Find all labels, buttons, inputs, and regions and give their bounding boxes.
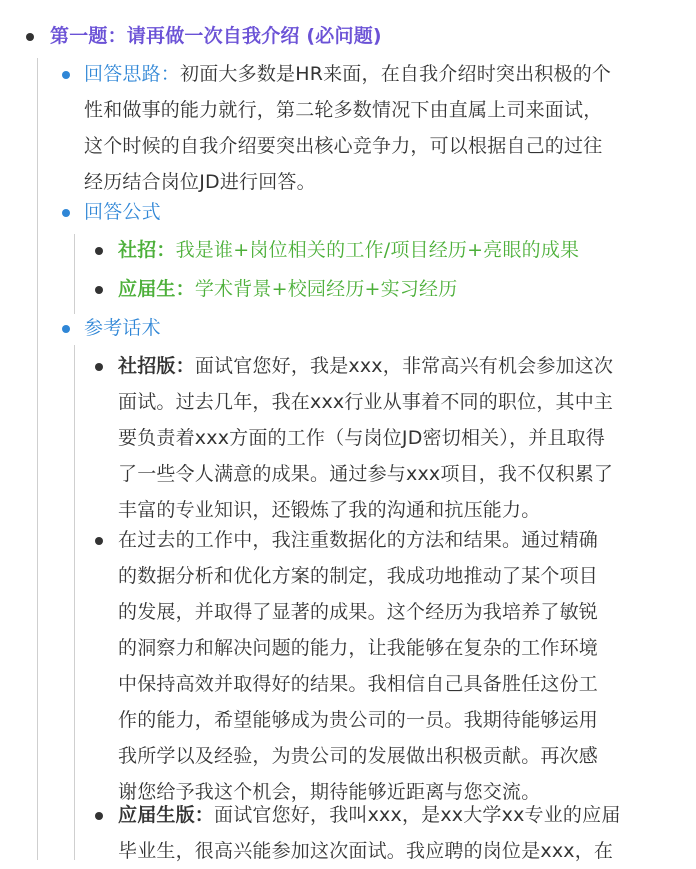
bullet-dot: [95, 363, 103, 371]
script-social-line: 面试。过去几年，我在xxx行业从事着不同的职位，其中主: [118, 391, 614, 413]
indent-guide-formula: [74, 234, 75, 314]
approach-paragraph: [84, 56, 684, 200]
script-work-line: 中保持高效并取得好的结果。我相信自己具备胜任这份工: [118, 673, 599, 695]
script-social-line: 了一些令人满意的成果。通过参与xxx项目，我不仅积累了: [118, 463, 614, 485]
script-social-line: 丰富的专业知识，还锻炼了我的沟通和抗压能力。: [118, 499, 541, 521]
question-title-text: 第一题：请再做一次自我介绍 (必问题): [50, 25, 382, 47]
indent-guide-level1: [37, 58, 38, 860]
script-work-line: 我所学以及经验，为贵公司的发展做出积极贡献。再次感: [118, 745, 599, 767]
script-heading: 参考话术: [84, 317, 161, 339]
script-work-line: 的数据分析和优化方案的制定，我成功地推动了某个项目: [118, 565, 599, 587]
script-work-paragraph: [118, 522, 688, 810]
script-work-line: 在过去的工作中，我注重数据化的方法和结果。通过精确: [118, 529, 599, 551]
approach-label: 回答思路：: [84, 63, 181, 85]
bullet-dot: [62, 209, 70, 217]
bullet-dot: [62, 325, 70, 333]
script-grad-line: 面试官您好，我叫xxx，是xx大学xx专业的应届: [214, 804, 621, 826]
script-work-line: 的洞察力和解决问题的能力，让我能够在复杂的工作环境: [118, 637, 599, 659]
bullet-dot: [95, 286, 103, 294]
approach-line: 性和做事的能力就行，第二轮多数情况下由直属上司来面试，: [84, 99, 603, 121]
script-grad-paragraph: [118, 797, 688, 869]
bullet-dot: [62, 71, 70, 79]
script-work-line: 谢您给予我这个机会，期待能够近距离与您交流。: [118, 781, 541, 803]
approach-line: 经历结合岗位JD进行回答。: [84, 171, 316, 193]
formula-grad-text: 学术背景+校园经历+实习经历: [194, 278, 458, 300]
bullet-dot: [26, 33, 34, 41]
formula-heading: 回答公式: [84, 201, 161, 223]
formula-social-label: 社招：: [118, 239, 176, 261]
formula-item-grad: [118, 271, 688, 307]
script-social-paragraph: [118, 348, 688, 528]
formula-item-social: [118, 232, 688, 268]
script-social-line: 要负责着xxx方面的工作（与岗位JD密切相关），并且取得: [118, 427, 606, 449]
script-social-line: 面试官您好，我是xxx，非常高兴有机会参加这次: [194, 355, 614, 377]
formula-grad-label: 应届生：: [118, 278, 195, 300]
indent-guide-script: [74, 345, 75, 860]
script-grad-line: 毕业生，很高兴能参加这次面试。我应聘的岗位是xxx，在: [118, 840, 614, 862]
bullet-dot: [95, 812, 103, 820]
script-social-label: 社招版：: [118, 355, 195, 377]
approach-line: 这个时候的自我介绍要突出核心竞争力，可以根据自己的过往: [84, 135, 603, 157]
question-title: [50, 18, 382, 54]
script-work-line: 作的能力，希望能够成为贵公司的一员。我期待能够运用: [118, 709, 599, 731]
script-grad-label: 应届生版：: [118, 804, 215, 826]
bullet-dot: [95, 247, 103, 255]
approach-line: 初面大多数是HR来面，在自我介绍时突出积极的个: [180, 63, 612, 85]
script-work-line: 的发展，并取得了显著的成果。这个经历为我培养了敏锐: [118, 601, 599, 623]
bullet-dot: [95, 537, 103, 545]
formula-social-text: 我是谁+岗位相关的工作/项目经历+亮眼的成果: [175, 239, 580, 261]
